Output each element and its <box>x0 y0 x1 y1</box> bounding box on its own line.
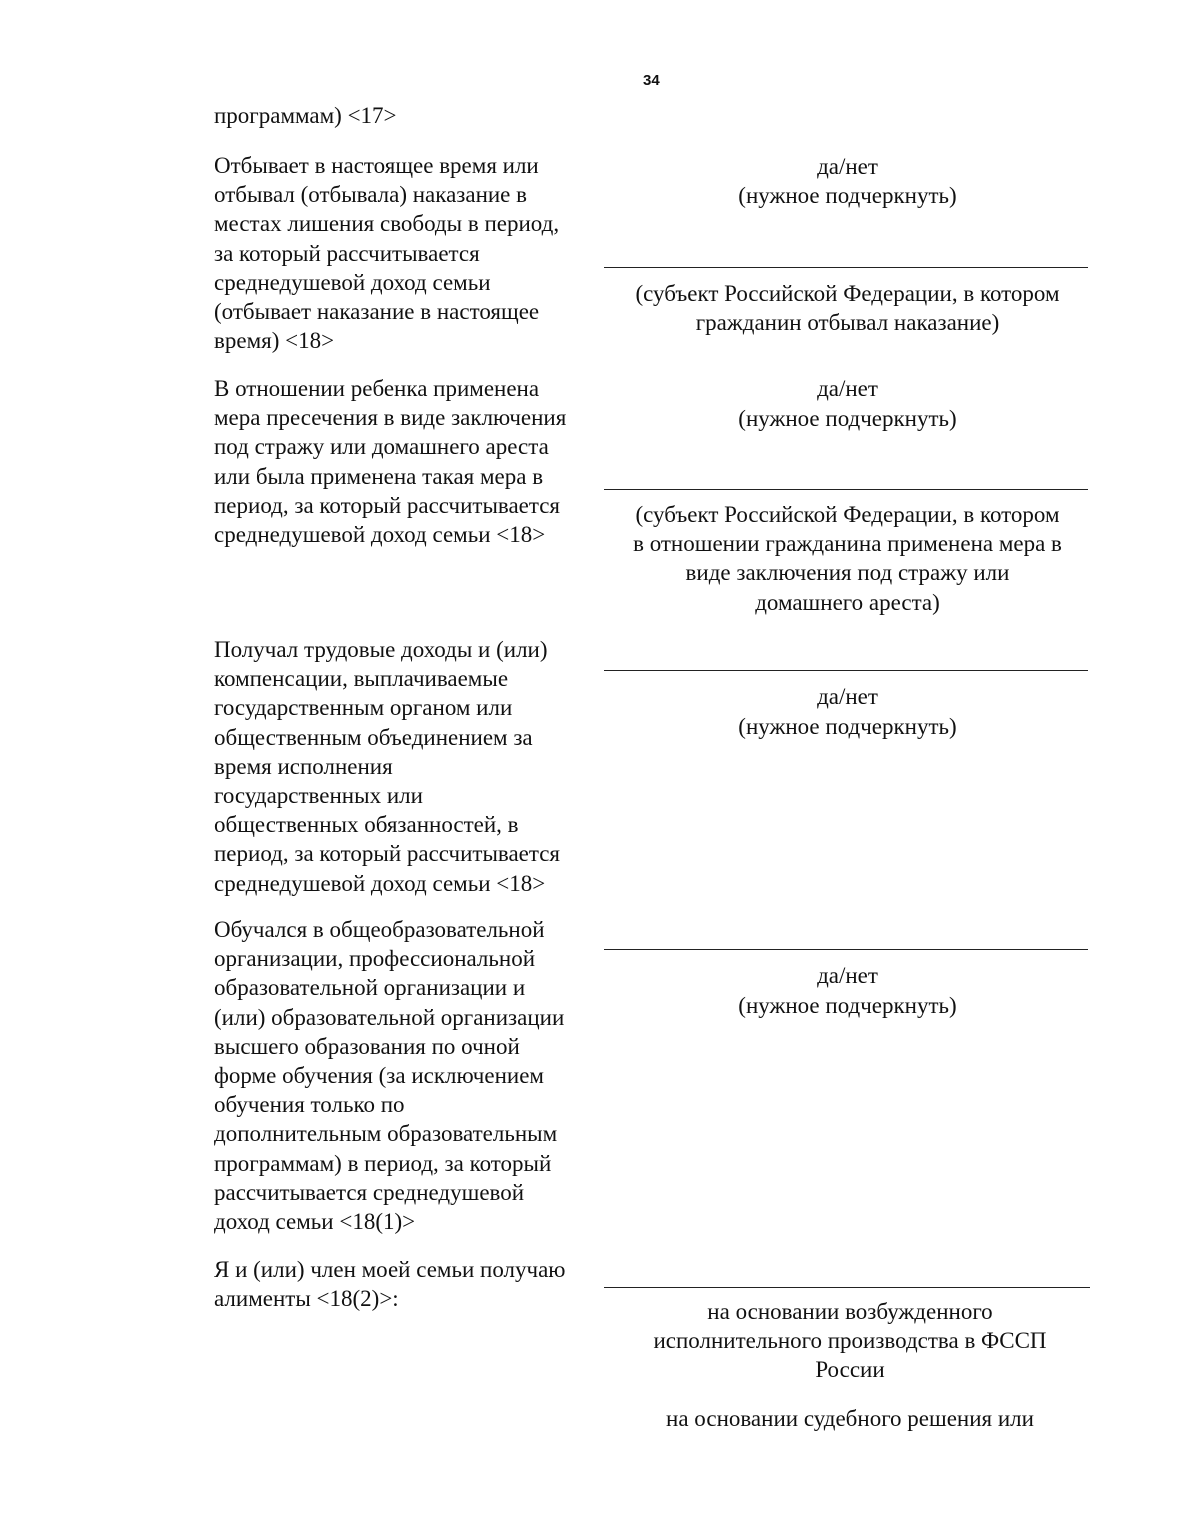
question-detention: В отношении ребенка применена мера пресечения в виде заключения под стражу или домашнего ареста или была применена такая мера в период, за который рассчитывается среднедушевой доход семьи <18> <box>214 376 567 548</box>
question-labor-income: Получал трудовые доходы и (или) компенсации, выплачиваемые государственным органом или общественным объединением за время исполнения государственных или общественных обязанностей, в период, за который рассчитывается среднедушевой доход семьи <18> <box>214 637 561 896</box>
answer-yes-no-education: да/нет <box>817 963 878 988</box>
fill-line-education <box>604 949 1088 950</box>
alimony-option-court: на основании судебного решения или <box>666 1406 1034 1431</box>
question-prison: Отбывает в настоящее время или отбывал (отбывала) наказание в местах лишения свободы в период, за который рассчитывается среднедушевой доход семьи (отбывает наказание в настоящее время) <18> <box>214 153 560 354</box>
answer-hint-detention: (нужное подчеркнуть) <box>738 406 957 431</box>
caption-region-detention: (субъект Российской Федерации, в котором в отношении гражданина применена мера в виде заключения под стражу или домашнего ареста) <box>633 502 1062 615</box>
fill-line-labor-income <box>604 670 1088 671</box>
caption-region-prison: (субъект Российской Федерации, в котором гражданин отбывал наказание) <box>635 281 1060 336</box>
alimony-option-fssp: на основании возбужденного исполнительного производства в ФССП России <box>653 1299 1047 1383</box>
answer-yes-no-detention: да/нет <box>817 376 878 401</box>
fill-line-region-detention <box>604 489 1088 490</box>
question-education: Обучался в общеобразовательной организации, профессиональной образовательной организации и (или) образовательной организации высшего образования по очной форме обучения (за исключением обучения только по дополнительным образовательным программам) в период, за который рассчитывается среднедушевой доход семьи <18(1)> <box>214 917 565 1235</box>
answer-hint-education: (нужное подчеркнуть) <box>738 993 957 1018</box>
answer-hint-prison: (нужное подчеркнуть) <box>738 183 957 208</box>
question-alimony: Я и (или) член моей семьи получаю алименты <18(2)>: <box>214 1257 566 1312</box>
answer-yes-no-prison: да/нет <box>817 154 878 179</box>
answer-yes-no-labor-income: да/нет <box>817 684 878 709</box>
answer-hint-labor-income: (нужное подчеркнуть) <box>738 714 957 739</box>
carryover-text: программам) <17> <box>214 103 397 128</box>
page-number: 34 <box>643 72 660 89</box>
fill-line-region-prison <box>604 267 1088 268</box>
fill-line-alimony <box>604 1287 1090 1288</box>
